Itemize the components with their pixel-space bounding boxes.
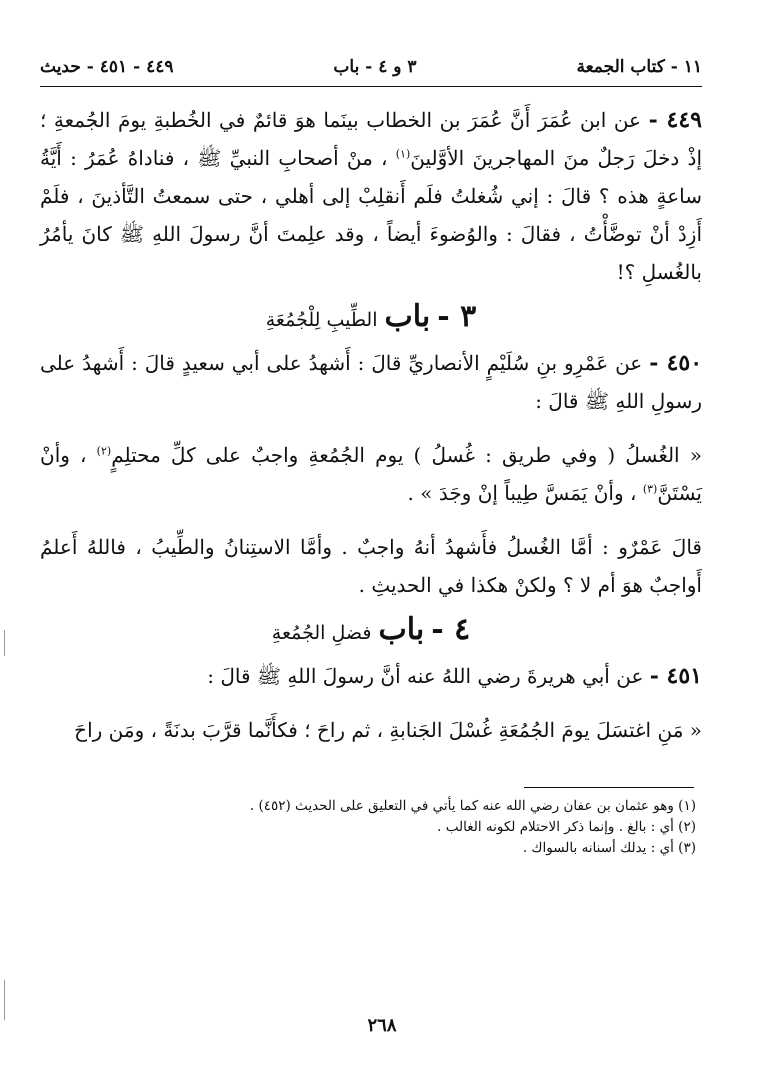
footnote-3: (٣) أي : يدلك أسنانه بالسواك . [522, 840, 696, 856]
hadith-449-number: ٤٤٩ - [648, 107, 702, 133]
footnote-2: (٢) أي : بالغ . وإنما ذكر الاحتلام لكونه الغالب . [437, 819, 696, 835]
spacer [40, 695, 702, 711]
running-header [40, 50, 702, 84]
hadith-450-quote-part1: « الغُسلُ ( وفي طريق : غُسلُ ) يوم الجُمُعةِ واجبٌ على كلِّ محتلِمٍ [111, 443, 703, 467]
header-chapter: ١١ - كتاب الجمعة [576, 57, 702, 77]
chapter-3-title: الطِّيبِ لِلْجُمُعَةِ [265, 309, 378, 331]
footnote-ref-1[interactable]: (١) [395, 147, 411, 161]
hadith-451-quote: « مَنِ اغتسَلَ يومَ الجُمُعَةِ غُسْلَ الجَنابةِ ، ثم راحَ ؛ فكأَنَّما قرَّبَ بدنَةً ، ومَن راحَ [74, 718, 702, 742]
footnote-1: (١) وهو عثمان بن عفان رضي الله عنه كما يأتي في التعليق على الحديث (٤٥٢) . [249, 798, 696, 814]
hadith-449 [40, 101, 702, 291]
hadith-450-commentary: قالَ عَمْرٌو : أمَّا الغُسلُ فأَشهدُ أنهُ واجبٌ . وأمَّا الاستِنانُ والطِّيبُ ، فاللهُ أَعلمُ أَواجبٌ هوَ أم لا ؟ ولكنْ هكذا في الحديثِ . [40, 535, 702, 597]
spacer [40, 420, 702, 436]
chapter-4-number: ٤ - [431, 612, 471, 647]
chapter-4-bab: باب [378, 612, 425, 647]
chapter-3-number: ٣ - [437, 299, 477, 334]
hadith-451-intro [40, 657, 702, 695]
hadith-450-number: ٤٥٠ - [649, 350, 703, 376]
scan-edge-mark-bottom [4, 980, 5, 1020]
spacer [40, 512, 702, 528]
hadith-451-number: ٤٥١ - [649, 663, 702, 689]
header-section: ٣ و ٤ - باب [333, 57, 417, 77]
chapter-4-heading [40, 608, 702, 655]
page-number: ٢٦٨ [367, 1015, 397, 1036]
hadith-449-text-a: عن ابن عُمَرَ أَنَّ عُمَرَ بن الخطاب بينَما هوَ قائمٌ في الخُطبةِ يومَ الجُمعةِ ؛ إذْ دخلَ رَجلٌ منَ المهاجرينَ الأوَّلينَ [40, 108, 703, 170]
hadith-450-quote-part3: ، وأنْ يَمَسَّ طِيباً إنْ وجَدَ » . [407, 481, 637, 505]
hadith-450-quote [40, 436, 702, 512]
hadith-450-quote-part2: ، وأنْ يَسْتَنَّ [40, 443, 702, 505]
footnote-ref-3[interactable]: (٣) [642, 482, 658, 496]
chapter-3-bab: باب [384, 299, 431, 334]
chapter-4-title: فضلِ الجُمُعةِ [271, 622, 372, 644]
footnote-rule [524, 787, 694, 788]
hadith-450-intro [40, 344, 702, 420]
footnotes [40, 796, 702, 859]
hadith-449-text-b: ، منْ أصحابِ النبيِّ ﷺ ، فناداهُ عُمَرُ : أَيَّةُ ساعةٍ هذه ؟ قالَ : إني شُغلتُ فلَم أَنقلِبْ إلى أهلي ، حتى سمعتُ التَّأذينَ ، فلَمْ أَزِدْ أنْ توضَّأْتُ ، فقالَ : والوُضوءَ أيضاً ، وقد علِمتَ أنَّ رسولَ اللهِ ﷺ كانَ يأمُرُ بالغُسلِ ؟! [40, 146, 702, 284]
footnote-ref-2[interactable]: (٢) [96, 444, 112, 458]
hadith-450-intro-text: عن عَمْرِو بنِ سُلَيْمٍ الأنصاريِّ قالَ : أَشهدُ على أبي سعيدٍ قالَ : أَشهدُ على رسولِ اللهِ ﷺ قالَ : [40, 351, 702, 413]
scan-edge-mark-top [4, 630, 5, 656]
hadith-451-intro-text: عن أبي هريرةَ رضي اللهُ عنه أنَّ رسولَ اللهِ ﷺ قالَ : [207, 664, 644, 688]
header-hadith-range: ٤٤٩ - ٤٥١ - حديث [40, 57, 174, 77]
chapter-3-heading [40, 295, 702, 342]
document-page [40, 50, 702, 1044]
header-rule [40, 86, 702, 87]
